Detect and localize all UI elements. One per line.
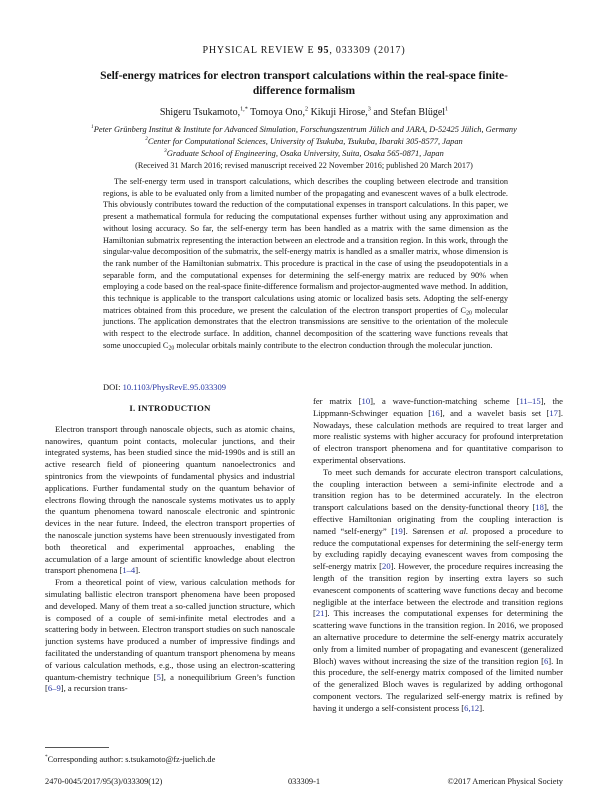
- affiliation-line: [0, 136, 608, 148]
- author-name: Shigeru Tsukamoto,: [159, 107, 241, 118]
- text-segment: molecular junctions. The application demonstrates that the electron transmissions are sensitive to the orientation of the molecule with respect to the electrode surface. In addition, channel decomposition of the scattering wave functions reveals that some unoccupied C: [103, 305, 508, 350]
- text-segment: ].: [135, 565, 141, 576]
- journal-volume: 95: [317, 45, 330, 56]
- page-title: Self-energy matrices for electron transport calculations within the real-space finite-difference formalism: [100, 70, 508, 97]
- paragraph: [45, 424, 295, 577]
- received-dates: (Received 31 March 2016; revised manuscript received 22 November 2016; published 20 March 2017): [135, 161, 473, 170]
- footnote-marker: *: [45, 754, 48, 761]
- author-name: and Stefan Blügel: [370, 107, 446, 118]
- abstract: [103, 176, 508, 352]
- author-list: [0, 107, 608, 118]
- affiliation-marker: 1: [91, 124, 94, 131]
- text-segment: ], the Lippmann-Schwinger equation [: [313, 396, 563, 418]
- affiliation-text: Center for Computational Sciences, University of Tsukuba, Tsukuba, Ibaraki 305-8577, Japan: [147, 137, 463, 147]
- text-segment: Electron transport through nanoscale objects, such as atomic chains, nanowires, quantum point contacts, molecular junctions, and their integrated systems, has been studied since the mid-1990s and is still an active research field of pioneering quantum nanoelectronics and spintronics from the viewpoints of fundamental physics and industrial applications. Further fundamental study on the quantum behavior of electrons flowing through the nanoscale systems motivates us to apply the quantum phenomena toward nanoscale electronic and spintronic devices in the near future. Indeed, the electron transport properties of the nanoscale junction systems have been strenuously investigated from both theoretical and experimental approaches, enabling the accumulation of a large amount of scientific knowledge about electron transport phenomena [: [45, 423, 295, 576]
- footnote-label: Corresponding author:: [47, 755, 126, 764]
- author-name: Tomoya Ono,: [247, 107, 305, 118]
- text-segment: ]. This increases the computational expenses for determining the scattering wave functions in the transition region. In 2016, we proposed an alternative procedure to determine the self-energy matrix accurately only from a limited number of propagating and evanescent (generalized Bloch) waves without increasing the size of the transition region [: [313, 608, 563, 666]
- affiliation-text: Peter Grünberg Institut & Institute for Advanced Simulation, Forschungszentrum Jülich and JARA, D-52425 Jülich, Germany: [93, 125, 517, 134]
- footnote: [45, 747, 295, 764]
- author-name: Kikuji Hirose,: [308, 107, 368, 118]
- page-number: 033309-1: [287, 777, 321, 786]
- affiliation-line: [0, 124, 608, 136]
- author: [248, 107, 308, 118]
- text-segment: fer matrix [: [313, 396, 362, 406]
- text-segment: molecular orbitals mainly contribute to the electron conduction through the molecular junction.: [174, 340, 493, 350]
- citation-link[interactable]: 11–15: [519, 396, 541, 406]
- affiliation-marker: 3: [164, 148, 167, 155]
- citation-link[interactable]: 16: [431, 407, 440, 418]
- citation-link[interactable]: 6: [543, 655, 549, 666]
- citation-link[interactable]: 17: [549, 407, 558, 418]
- text-segment: ]. In this procedure, the self-energy matrix composed of the limited number of the generalized Bloch waves is regularized by adding orthogonal component vectors. The regularized self-energy matrix is refined by having it undergo a self-consistent process [: [313, 655, 563, 713]
- affiliation-line: [0, 148, 608, 160]
- left-column: [45, 396, 295, 764]
- journal-issue-info: , 033309 (2017): [329, 45, 406, 56]
- journal-name: PHYSICAL REVIEW E: [202, 45, 318, 56]
- doi-link[interactable]: 10.1103/PhysRevE.95.033309: [122, 382, 226, 392]
- paragraph: [313, 467, 563, 715]
- text-segment: ], the effective Hamiltonian originating from the coupling interaction is named “self-energy” [: [313, 502, 563, 536]
- issn-code: 2470-0045/2017/95(3)/033309(12): [45, 777, 163, 786]
- affiliation-list: [0, 124, 608, 161]
- citation-link[interactable]: 18: [535, 502, 544, 513]
- doi-label: DOI:: [103, 382, 123, 392]
- footnote-divider: [45, 747, 109, 748]
- text-segment: To meet such demands for accurate electron transport calculations, the coupling interaction between a semi-infinite electrode and a transition region has to be determined accurately. In the electron transport calculations based on the density-functional theory [: [313, 466, 563, 513]
- email-link[interactable]: s.tsukamoto@fz-juelich.de: [125, 755, 216, 764]
- subscript-text: 20: [168, 345, 175, 352]
- text-segment: ].: [479, 702, 485, 713]
- author: [308, 107, 371, 118]
- text-segment: ]. Sørensen: [402, 525, 449, 536]
- text-segment: et al.: [448, 525, 469, 536]
- text-segment: The self-energy term used in transport calculations, which describes the coupling between electrode and transition regions, is able to be evaluated only from a limited number of the propagating and evanescent waves of a bulk electrode. This obviously contributes toward the reduction of the computational expenses in transport calculations. In this paper, we present a mathematical formula for reducing the computational expenses further without using any approximation and without losing accuracy. So far, the self-energy term has been handled as a matrix with the same dimension as the Hamiltonian submatrix representing the interaction between an electrode and a transition region. In this work, through the singular-value decomposition of the submatrix, the self-energy matrix is handled as a smaller matrix, whose dimension is the rank number of the Hamiltonian submatrix. This procedure is practical in the case of using the pseudopotentials in a separable form, and the computational expenses for determining the self-energy matrix are reduced by 90% when employing a code based on the real-space finite-difference formalism and projector-augmented wave method. In addition, this technique is applicable to the transport calculations using atomic or localized basis sets. Adopting the self-energy matrices obtained from this procedure, we present the calculation of the electron transport properties of C: [103, 177, 508, 315]
- paragraph: [45, 577, 295, 695]
- author: [371, 107, 448, 118]
- affiliation-marker: 2: [145, 136, 148, 143]
- citation-link[interactable]: 1–4: [122, 565, 136, 576]
- citation-link[interactable]: 10: [361, 396, 371, 406]
- section-heading-introduction: I. INTRODUCTION: [129, 403, 211, 413]
- journal-header: [0, 45, 608, 56]
- text-segment: ]. Nowadays, these calculation methods are required to treat larger and more realistic systems with higher accuracy for profound interpretation of electron transport phenomena and for quantitative comparison to experimental observations.: [313, 407, 563, 465]
- author-affiliation-marker: 1,*: [240, 105, 248, 113]
- subscript-text: 20: [466, 310, 472, 317]
- author: [160, 107, 248, 118]
- affiliation-text: Graduate School of Engineering, Osaka University, Suita, Osaka 565-0871, Japan: [166, 149, 444, 159]
- author-affiliation-marker: 3: [367, 105, 371, 113]
- paragraph: [313, 396, 563, 467]
- doi-line: [103, 382, 226, 392]
- text-segment: ]. However, the procedure requires increasing the length of the transition region by inserting extra layers so such evanescent components of scattering wave functions decay and become negligible at the interface between the electrode and transition regions [: [313, 561, 563, 619]
- text-segment: ], a wave-function-matching scheme [: [370, 396, 520, 406]
- author-affiliation-marker: 1: [445, 105, 449, 113]
- text-segment: ], and a wavelet basis set [: [439, 407, 550, 418]
- citation-link[interactable]: 6–9: [47, 683, 61, 694]
- text-segment: ], a nonequilibrium Green’s function [: [45, 671, 296, 694]
- author-affiliation-marker: 2: [304, 105, 309, 113]
- citation-link[interactable]: 5: [156, 671, 161, 682]
- right-column: [313, 396, 563, 764]
- citation-link[interactable]: 21: [315, 608, 325, 619]
- citation-link[interactable]: 6,12: [464, 702, 480, 713]
- text-segment: proposed a procedure to reduce the computational expenses for determining the self-energy term by excluding rapidly decaying evanescent waves from composing the self-energy matrix [: [313, 525, 563, 572]
- copyright: ©2017 American Physical Society: [447, 777, 563, 786]
- text-segment: ], a recursion trans-: [60, 683, 128, 694]
- footnote-text: [45, 755, 295, 764]
- body-columns: [45, 396, 563, 764]
- citation-link[interactable]: 20: [382, 561, 391, 572]
- text-segment: From a theoretical point of view, various calculation methods for simulating ballistic electron transport phenomena have been proposed and developed. Many of them treat a so-called junction structure, which is composed of a couple of semi-infinite metal electrodes and a scattering body in between. Electron transport studies on such nanoscale junction systems have produced a number of impressive findings and facilitated the understanding of quantum transport phenomena by means of various calculation methods, e.g., those using an electron-scattering quantum-chemistry technique [: [45, 577, 295, 682]
- page-footer: [45, 777, 563, 788]
- citation-link[interactable]: 19: [394, 525, 403, 536]
